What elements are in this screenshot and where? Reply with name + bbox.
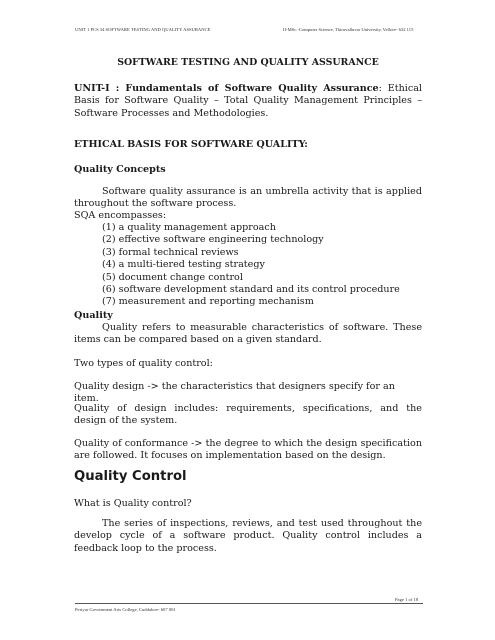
- section-heading: ETHICAL BASIS FOR SOFTWARE QUALITY:: [74, 139, 308, 150]
- quality-control-question: What is Quality control?: [74, 498, 192, 509]
- unit-topics: : Ethical Basis for Software Quality – Total Quality Management Principles – Software Processes and Methodologies.: [74, 83, 422, 119]
- unit-title: UNIT-I : Fundamentals of Software Quality Assurance: [74, 83, 379, 94]
- document-title: SOFTWARE TESTING AND QUALITY ASSURANCE: [117, 57, 379, 68]
- quality-concepts-paragraph: Software quality assurance is an umbrella activity that is applied throughout the software process.: [74, 186, 422, 210]
- list-item: (4) a multi-tiered testing strategy: [102, 259, 265, 271]
- quality-design-includes: Quality of design includes: requirements, specifications, and the design of the system.: [74, 403, 422, 427]
- running-header-left: UNIT 1 PCS 34 SOFTWARE TESTING AND QUALITY ASSURANCE: [75, 27, 211, 32]
- list-item: (1) a quality management approach: [102, 222, 276, 233]
- page-number: Page 1 of 18: [395, 597, 419, 602]
- quality-concepts-heading: Quality Concepts: [74, 164, 166, 175]
- quality-conformance: Quality of conformance -> the degree to which the design specification are followed. It focuses on implementation based on the design.: [74, 438, 422, 462]
- sqa-encompasses-label: SQA encompasses:: [74, 210, 167, 221]
- list-item: (7) measurement and reporting mechanism: [102, 296, 314, 308]
- quality-control-paragraph: The series of inspections, reviews, and test used throughout the develop cycle of a software product. Quality control includes a feedback loop to the process.: [74, 518, 422, 554]
- quality-control-heading: Quality Control: [74, 469, 187, 484]
- footer-divider: [75, 603, 423, 604]
- list-item: (5) document change control: [102, 271, 243, 283]
- sqa-list: [74, 222, 450, 309]
- running-header-right: II-MSc.-Computer Science, Thiruvalluvar University, Vellore- 632 115: [283, 27, 414, 32]
- unit-intro: [74, 83, 422, 120]
- list-item: (6) software development standard and its control procedure: [102, 284, 400, 296]
- list-item: (3) formal technical reviews: [102, 246, 239, 258]
- quality-design: Quality design -> the characteristics that designers specify for an item.: [74, 381, 395, 405]
- footer-institution: Periyar Government Arts College, Cuddalore- 607 001: [75, 607, 176, 612]
- quality-paragraph: Quality refers to measurable characteristics of software. These items can be compared based on a given standard.: [74, 322, 422, 346]
- list-item: (2) effective software engineering technology: [102, 234, 324, 246]
- quality-heading: Quality: [74, 310, 113, 321]
- quality-control-types: Two types of quality control:: [74, 358, 213, 369]
